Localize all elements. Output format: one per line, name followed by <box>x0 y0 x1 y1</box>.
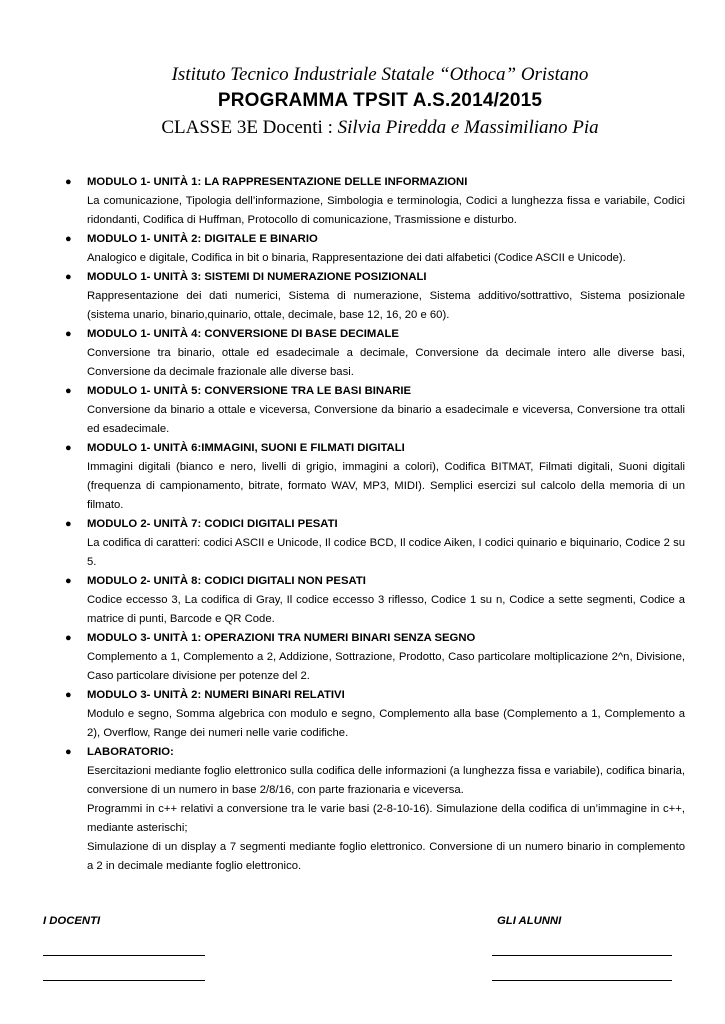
bullet-icon: ● <box>65 233 72 245</box>
module-title: MODULO 1- UNITÀ 6:IMMAGINI, SUONI E FILMATI DIGITALI <box>87 442 405 454</box>
signature-line <box>492 956 672 981</box>
module-item <box>65 515 685 572</box>
teachers-signature-label: I DOCENTI <box>43 915 101 927</box>
students-signature-label: GLI ALUNNI <box>497 915 562 927</box>
module-item <box>65 572 685 629</box>
module-item <box>65 325 685 382</box>
module-description: Conversione tra binario, ottale ed esadecimale a decimale, Conversione da decimale intero alle diverse basi, Conversione da decimale frazionale alle diverse basi. <box>87 347 685 378</box>
modules-list <box>65 173 685 876</box>
module-description: Esercitazioni mediante foglio elettronico sulla codifica delle informazioni (a lunghezza fissa e variabile), codifica binaria, conversione di un numero in base 2/8/16, con parte frazionaria e viceversa. <box>87 765 685 796</box>
module-title: MODULO 3- UNITÀ 1: OPERAZIONI TRA NUMERI BINARI SENZA SEGNO <box>87 632 476 644</box>
school-name: Istituto Tecnico Industriale Statale “Othoca” Oristano <box>171 64 589 85</box>
module-title: MODULO 1- UNITÀ 3: SISTEMI DI NUMERAZIONE POSIZIONALI <box>87 271 427 283</box>
bullet-icon: ● <box>65 442 72 454</box>
module-item <box>65 382 685 439</box>
bullet-icon: ● <box>65 518 72 530</box>
module-title: MODULO 1- UNITÀ 4: CONVERSIONE DI BASE DECIMALE <box>87 328 399 340</box>
module-description: Rappresentazione dei dati numerici, Sistema di numerazione, Sistema additivo/sottrattivo, Sistema posizionale (sistema unario, binario,quinario, ottale, decimale, base 12, 16, 20 e 60). <box>87 290 685 321</box>
module-description: Conversione da binario a ottale e viceversa, Conversione da binario a esadecimale e viceversa, Conversione tra ottali ed esadecimale. <box>87 404 685 435</box>
module-item <box>65 439 685 515</box>
module-title: MODULO 1- UNITÀ 5: CONVERSIONE TRA LE BASI BINARIE <box>87 385 412 397</box>
signatures-section <box>0 912 725 1012</box>
bullet-icon: ● <box>65 632 72 644</box>
program-title: PROGRAMMA TPSIT A.S.2014/2015 <box>217 90 543 111</box>
module-title: MODULO 2- UNITÀ 7: CODICI DIGITALI PESATI <box>87 518 338 530</box>
module-description: Programmi in c++ relativi a conversione tra le varie basi (2-8-10-16). Simulazione della codifica di un’immagine in c++, mediante asterischi; <box>87 803 685 834</box>
module-description: La comunicazione, Tipologia dell’informazione, Simbologia e terminologia, Codici a lunghezza fissa e variabile, Codici ridondanti, Codifica di Huffman, Protocollo di comunicazione, Trasmissione e disturbo. <box>87 195 685 226</box>
signature-line <box>492 931 672 956</box>
students-signature-column <box>492 912 672 981</box>
teachers-signature-column <box>43 912 205 981</box>
signature-line <box>43 931 205 956</box>
module-description: Modulo e segno, Somma algebrica con modulo e segno, Complemento alla base (Complemento a 1, Complemento a 2), Overflow, Range dei numeri nelle varie codifiche. <box>87 708 685 739</box>
module-title: MODULO 3- UNITÀ 2: NUMERI BINARI RELATIVI <box>87 689 345 701</box>
bullet-icon: ● <box>65 176 72 188</box>
bullet-icon: ● <box>65 271 72 283</box>
module-item <box>65 629 685 686</box>
module-item <box>65 743 685 876</box>
bullet-icon: ● <box>65 746 72 758</box>
module-description: Immagini digitali (bianco e nero, livelli di grigio, immagini a colori), Codifica BITMAT, Filmati digitali, Suoni digitali (frequenza di campionamento, bitrate, formato WAV, MP3, MIDI). Semplici esercizi sul calcolo della memoria di un filmato. <box>87 461 685 511</box>
bullet-icon: ● <box>65 328 72 340</box>
module-item <box>65 268 685 325</box>
module-item <box>65 173 685 230</box>
module-description: Codice eccesso 3, La codifica di Gray, Il codice eccesso 3 riflesso, Codice 1 su n, Codice a sette segmenti, Codice a matrice di punti, Barcode e QR Code. <box>87 594 685 625</box>
module-title: MODULO 1- UNITÀ 1: LA RAPPRESENTAZIONE DELLE INFORMAZIONI <box>87 176 468 188</box>
module-description: Analogico e digitale, Codifica in bit o binaria, Rappresentazione dei dati alfabetici (Codice ASCII e Unicode). <box>87 252 626 264</box>
module-title: MODULO 1- UNITÀ 2: DIGITALE E BINARIO <box>87 233 318 245</box>
module-description: Complemento a 1, Complemento a 2, Addizione, Sottrazione, Prodotto, Caso particolare moltiplicazione 2^n, Divisione, Caso particolare divisione per potenze del 2. <box>87 651 685 682</box>
teachers-names: Silvia Piredda e Massimiliano Pia <box>337 117 599 138</box>
module-title: MODULO 2- UNITÀ 8: CODICI DIGITALI NON PESATI <box>87 575 366 587</box>
module-title: LABORATORIO: <box>87 746 174 758</box>
module-description: Simulazione di un display a 7 segmenti mediante foglio elettronico. Conversione di un numero binario in complemento a 2 in decimale mediante foglio elettronico. <box>87 841 685 872</box>
module-item <box>65 230 685 268</box>
class-label: CLASSE 3E Docenti : <box>161 117 333 138</box>
module-item <box>65 686 685 743</box>
module-description: La codifica di caratteri: codici ASCII e Unicode, Il codice BCD, Il codice Aiken, I codici quinario e biquinario, Codice 2 su 5. <box>87 537 685 568</box>
bullet-icon: ● <box>65 689 72 701</box>
bullet-icon: ● <box>65 575 72 587</box>
class-teachers-line <box>35 114 725 142</box>
bullet-icon: ● <box>65 385 72 397</box>
document-header <box>0 62 725 142</box>
signature-line <box>43 956 205 981</box>
